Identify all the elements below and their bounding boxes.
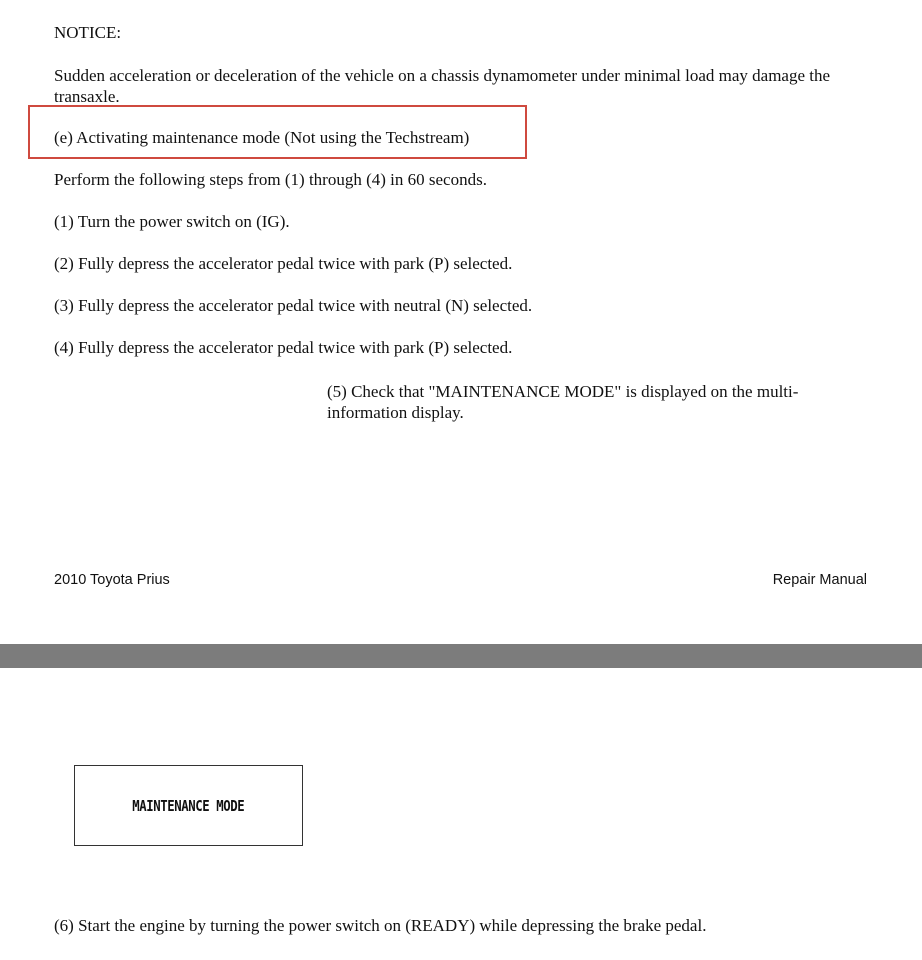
page-divider (0, 644, 922, 668)
notice-text: Sudden acceleration or deceleration of the vehicle on a chassis dynamometer under minimal load may damage the transaxle. (54, 66, 831, 106)
step-1: (1) Turn the power switch on (IG). (54, 212, 290, 231)
footer-right: Repair Manual (772, 572, 867, 588)
step-3: (3) Fully depress the accelerator pedal twice with neutral (N) selected. (54, 296, 533, 315)
notice-heading: NOTICE: (54, 23, 122, 42)
steps-intro: Perform the following steps from (1) through (4) in 60 seconds. (54, 170, 487, 189)
footer-left: 2010 Toyota Prius (54, 572, 170, 588)
step-2: (2) Fully depress the accelerator pedal twice with park (P) selected. (54, 254, 513, 273)
display-text: MAINTENANCE MODE (132, 796, 245, 815)
step-6: (6) Start the engine by turning the power switch on (READY) while depressing the brake pedal. (54, 916, 707, 935)
step-4: (4) Fully depress the accelerator pedal twice with park (P) selected. (54, 338, 513, 357)
step-5: (5) Check that "MAINTENANCE MODE" is displayed on the multi-information display. (327, 382, 799, 422)
multi-information-display (74, 765, 303, 846)
step-e-heading: (e) Activating maintenance mode (Not using the Techstream) (54, 128, 470, 147)
